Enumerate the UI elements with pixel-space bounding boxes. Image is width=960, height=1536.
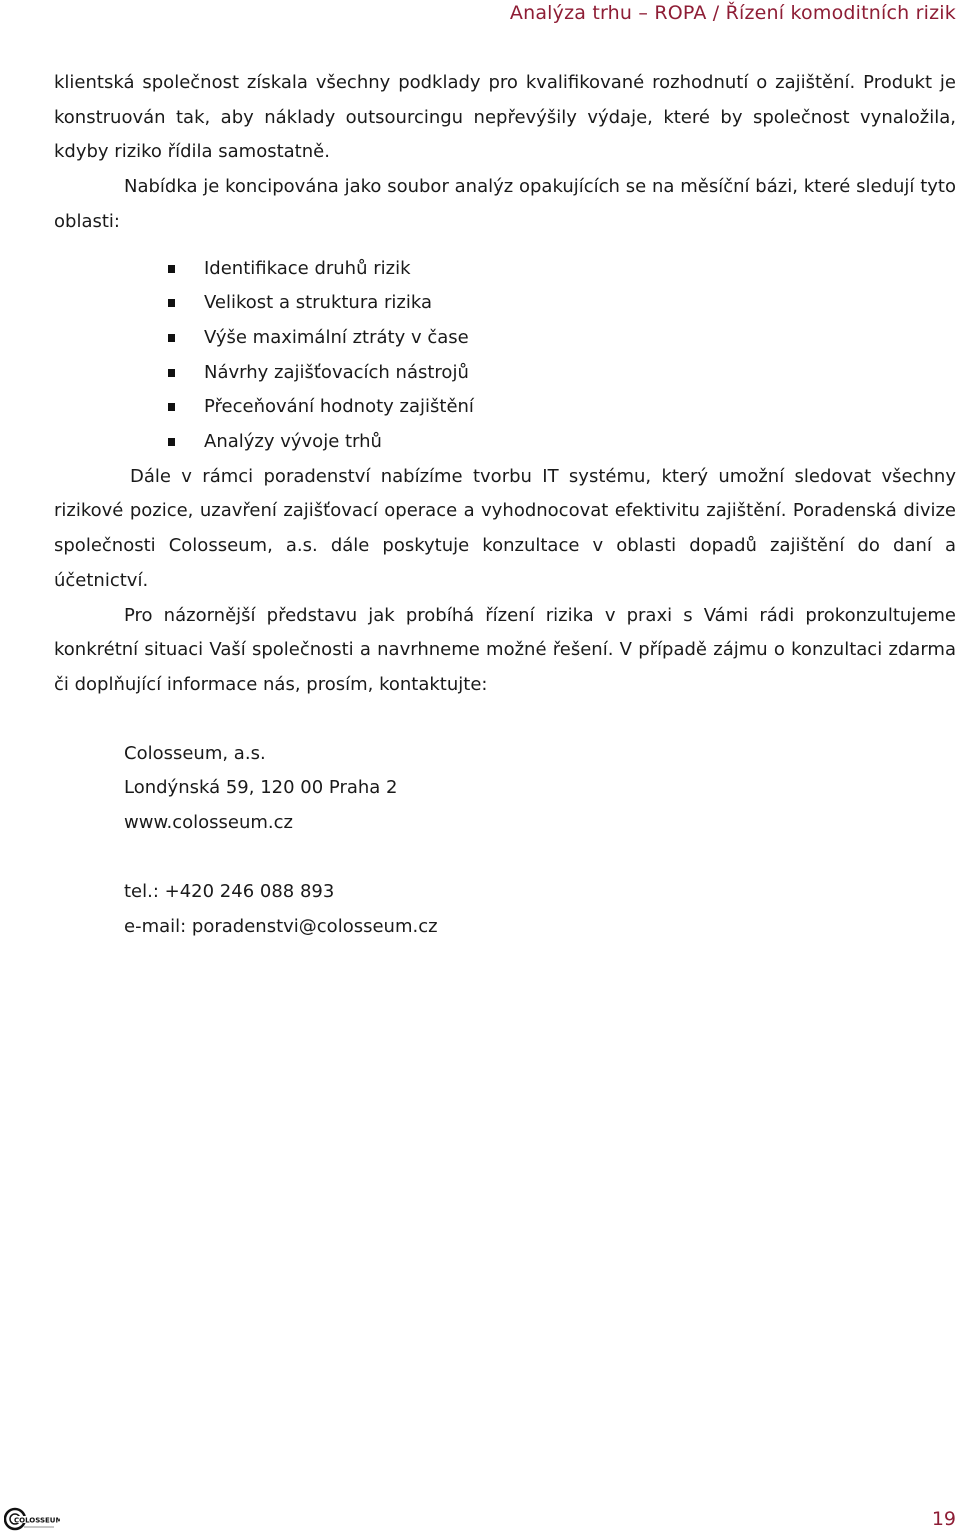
document-body bbox=[54, 66, 956, 945]
page-number: 19 bbox=[931, 1508, 956, 1530]
list-item: Přeceňování hodnoty zajištění bbox=[54, 390, 956, 425]
paragraph-consultation: Pro názornější představu jak probíhá řízení rizika v praxi s Vámi rádi prokonzultujeme konkrétní situaci Vaší společnosti a navrhneme možné řešení. V případě zájmu o konzultaci zdarma či doplňující informace nás, prosím, kontaktujte: bbox=[54, 604, 956, 695]
list-item: Velikost a struktura rizika bbox=[54, 286, 956, 321]
page-header-title: Analýza trhu – ROPA / Řízení komoditních rizik bbox=[509, 2, 956, 24]
list-item: Návrhy zajišťovacích nástrojů bbox=[54, 356, 956, 391]
contact-address: Londýnská 59, 120 00 Praha 2 bbox=[124, 777, 398, 799]
colosseum-logo bbox=[4, 1506, 60, 1532]
list-item: Analýzy vývoje trhů bbox=[54, 425, 956, 460]
contact-company: Colosseum, a.s. bbox=[124, 742, 266, 764]
list-item: Výše maximální ztráty v čase bbox=[54, 321, 956, 356]
paragraph-intro: klientská společnost získala všechny podklady pro kvalifikované rozhodnutí o zajištění. Produkt je konstruován tak, aby náklady outsourcingu nepřevýšily výdaje, které by společnost vynaložila, kdyby riziko řídila samostatně. bbox=[54, 72, 956, 163]
contact-spacer bbox=[124, 841, 956, 876]
contact-block bbox=[54, 737, 956, 945]
areas-list bbox=[54, 252, 956, 460]
paragraph-offer: Nabídka je koncipována jako soubor analýz opakujících se na měsíční bázi, které sledují tyto oblasti: bbox=[54, 176, 956, 232]
paragraph-it-system: Dále v rámci poradenství nabízíme tvorbu IT systému, který umožní sledovat všechny rizikové pozice, uzavření zajišťovací operace a vyhodnocovat efektivitu zajištění. Poradenská divize společnosti Colosseum, a.s. dále poskytuje konzultace v oblasti dopadů zajištění do daní a účetnictví. bbox=[54, 465, 956, 591]
list-item: Identifikace druhů rizik bbox=[54, 252, 956, 287]
contact-phone: tel.: +420 246 088 893 bbox=[124, 881, 335, 903]
contact-email[interactable]: e-mail: poradenstvi@colosseum.cz bbox=[124, 916, 438, 938]
logo-wordmark: COLOSSEUM bbox=[14, 1516, 60, 1525]
contact-web-link[interactable]: www.colosseum.cz bbox=[124, 812, 293, 834]
